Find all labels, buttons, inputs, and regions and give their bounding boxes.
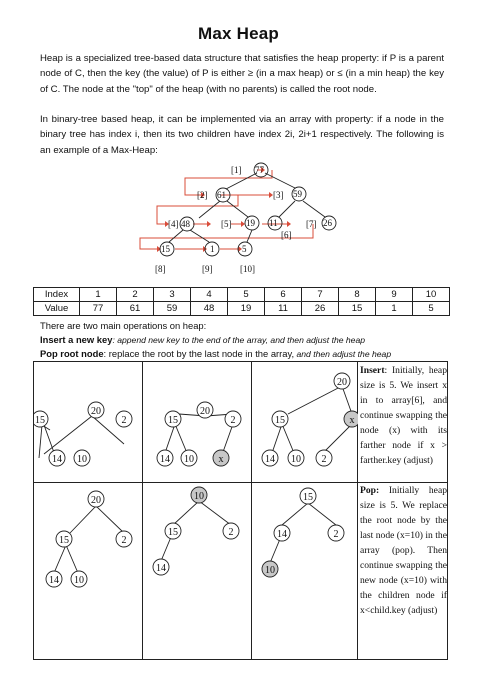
tree-label: 20 (91, 406, 101, 417)
pop-line (40, 347, 391, 361)
tree-label: x (349, 415, 355, 426)
heap-value-9: 1 (210, 244, 215, 254)
heap-value-4: 48 (181, 219, 190, 229)
row-label-value: Value (34, 302, 80, 316)
insert-tree-2 (143, 362, 251, 482)
tree-label: 15 (168, 527, 178, 538)
table-cell: 3 (154, 288, 191, 302)
tree-label: 2 (230, 415, 236, 426)
heap-index-8: [8] (155, 264, 166, 274)
tree-label: 20 (337, 377, 347, 388)
table-cell: 59 (154, 302, 191, 316)
tree-label: 15 (168, 415, 178, 426)
table-cell: 1 (80, 288, 117, 302)
tree-label: 10 (265, 565, 275, 576)
array-intro-paragraph: In binary-tree based heap, it can be implemented via an array with property: if a node in the binary tree has index i, then its two children have index 2i, 2i+1 respectively. The following is an example of a Max-Heap: (40, 114, 444, 156)
tree-label: 14 (49, 575, 59, 586)
insert-text: : append new key to the end of the array, and then adjust the heap (112, 335, 366, 345)
tree-label: 2 (121, 535, 127, 546)
heap-value-6: 11 (269, 218, 278, 228)
ops-intro: There are two main operations on heap: (40, 320, 207, 331)
intro-paragraph: Heap is a specialized tree-based data structure that satisfies the heap property: if P is a parent node of C, then the key (the value) of P is either ≥ (in a max heap) or ≤ (in a min heap) the key of C. The node at the "top" of the heap (with no parents) is called the root node. (40, 53, 444, 95)
insert-description (360, 363, 447, 468)
tree-label: 15 (35, 415, 45, 426)
insert-desc-label: Insert (360, 365, 385, 376)
heap-index-10: [10] (240, 264, 255, 274)
tree-label: 10 (184, 454, 194, 465)
insert-label: Insert a new key (40, 334, 113, 345)
tree-label: x (218, 454, 224, 465)
table-cell: 5 (413, 302, 450, 316)
table-row-value (34, 302, 450, 316)
tree-label: 14 (277, 529, 287, 540)
heap-value-10: 5 (242, 244, 247, 254)
pop-desc-text: Initially heap size is 5. We replace the root node by the last node (x=10) in the array (pop). Then continue swapping the new node (x=10) with the children node if x<child.key (adjust) (360, 485, 447, 616)
insert-tree-3 (252, 362, 358, 482)
insert-tree-1 (34, 362, 142, 482)
tree-label: 14 (160, 454, 170, 465)
tree-label: 10 (74, 575, 84, 586)
table-cell: 5 (228, 288, 265, 302)
table-cell: 9 (376, 288, 413, 302)
table-cell: 19 (228, 302, 265, 316)
table-cell: 10 (413, 288, 450, 302)
table-cell: 15 (339, 302, 376, 316)
heap-index-3: [3] (273, 190, 284, 200)
pop-tree-2 (143, 483, 251, 661)
pop-desc-label: Pop: (360, 485, 380, 496)
pop-text-2: and then adjust the heap (294, 349, 392, 359)
max-heap-figure (135, 158, 355, 278)
table-row-index (34, 288, 450, 302)
table-cell: 4 (191, 288, 228, 302)
heap-index-1: [1] (231, 165, 242, 175)
heap-index-5: [5] (221, 219, 232, 229)
heap-value-8: 15 (161, 244, 170, 254)
insert-desc-text: : Initially, heap size is 5. We insert x in to array[6], and continue swapping the node (x) with its farther node if x > farther.key (adjust) (360, 365, 447, 466)
pop-tree-3 (252, 483, 358, 661)
tree-label: 14 (156, 563, 166, 574)
heap-index-6: [6] (281, 230, 292, 240)
table-cell: 11 (265, 302, 302, 316)
page-title: Max Heap (198, 24, 279, 43)
tree-label: 2 (333, 529, 339, 540)
pop-label: Pop root node (40, 348, 104, 359)
heap-value-5: 19 (246, 218, 255, 228)
table-cell: 26 (302, 302, 339, 316)
tree-label: 15 (275, 415, 285, 426)
heap-index-7: [7] (306, 219, 317, 229)
tree-label: 2 (121, 415, 127, 426)
row-label-index: Index (34, 288, 80, 302)
table-cell: 48 (191, 302, 228, 316)
heap-index-4: [4] (168, 219, 179, 229)
array-arrowheads (157, 167, 291, 252)
heap-value-1: 77 (255, 165, 264, 175)
table-cell: 6 (265, 288, 302, 302)
table-cell: 61 (117, 302, 154, 316)
tree-label: 10 (291, 454, 301, 465)
tree-label: 15 (303, 492, 313, 503)
heap-edges (169, 173, 325, 242)
tree-label: 10 (77, 454, 87, 465)
tree-label: 14 (52, 454, 62, 465)
tree-label: 2 (228, 527, 234, 538)
insert-line (40, 333, 365, 347)
pop-text-1: : replace the root by the last node in the array, (103, 348, 295, 359)
tree-label: 20 (200, 406, 210, 417)
tree-label: 14 (265, 454, 275, 465)
table-cell: 1 (376, 302, 413, 316)
tree-label: 15 (59, 535, 69, 546)
operations-grid (33, 361, 448, 660)
heap-array-table (33, 287, 450, 316)
heap-index-9: [9] (202, 264, 213, 274)
tree-label: 10 (194, 491, 204, 502)
heap-index-2: [2] (197, 190, 208, 200)
tree-label: 2 (321, 454, 327, 465)
table-cell: 2 (117, 288, 154, 302)
pop-description (360, 483, 447, 618)
pop-tree-1 (34, 483, 142, 661)
tree-label: 20 (91, 495, 101, 506)
heap-value-7: 26 (323, 218, 332, 228)
table-cell: 8 (339, 288, 376, 302)
table-cell: 7 (302, 288, 339, 302)
heap-value-2: 61 (217, 190, 226, 200)
heap-value-3: 59 (293, 189, 302, 199)
table-cell: 77 (80, 302, 117, 316)
